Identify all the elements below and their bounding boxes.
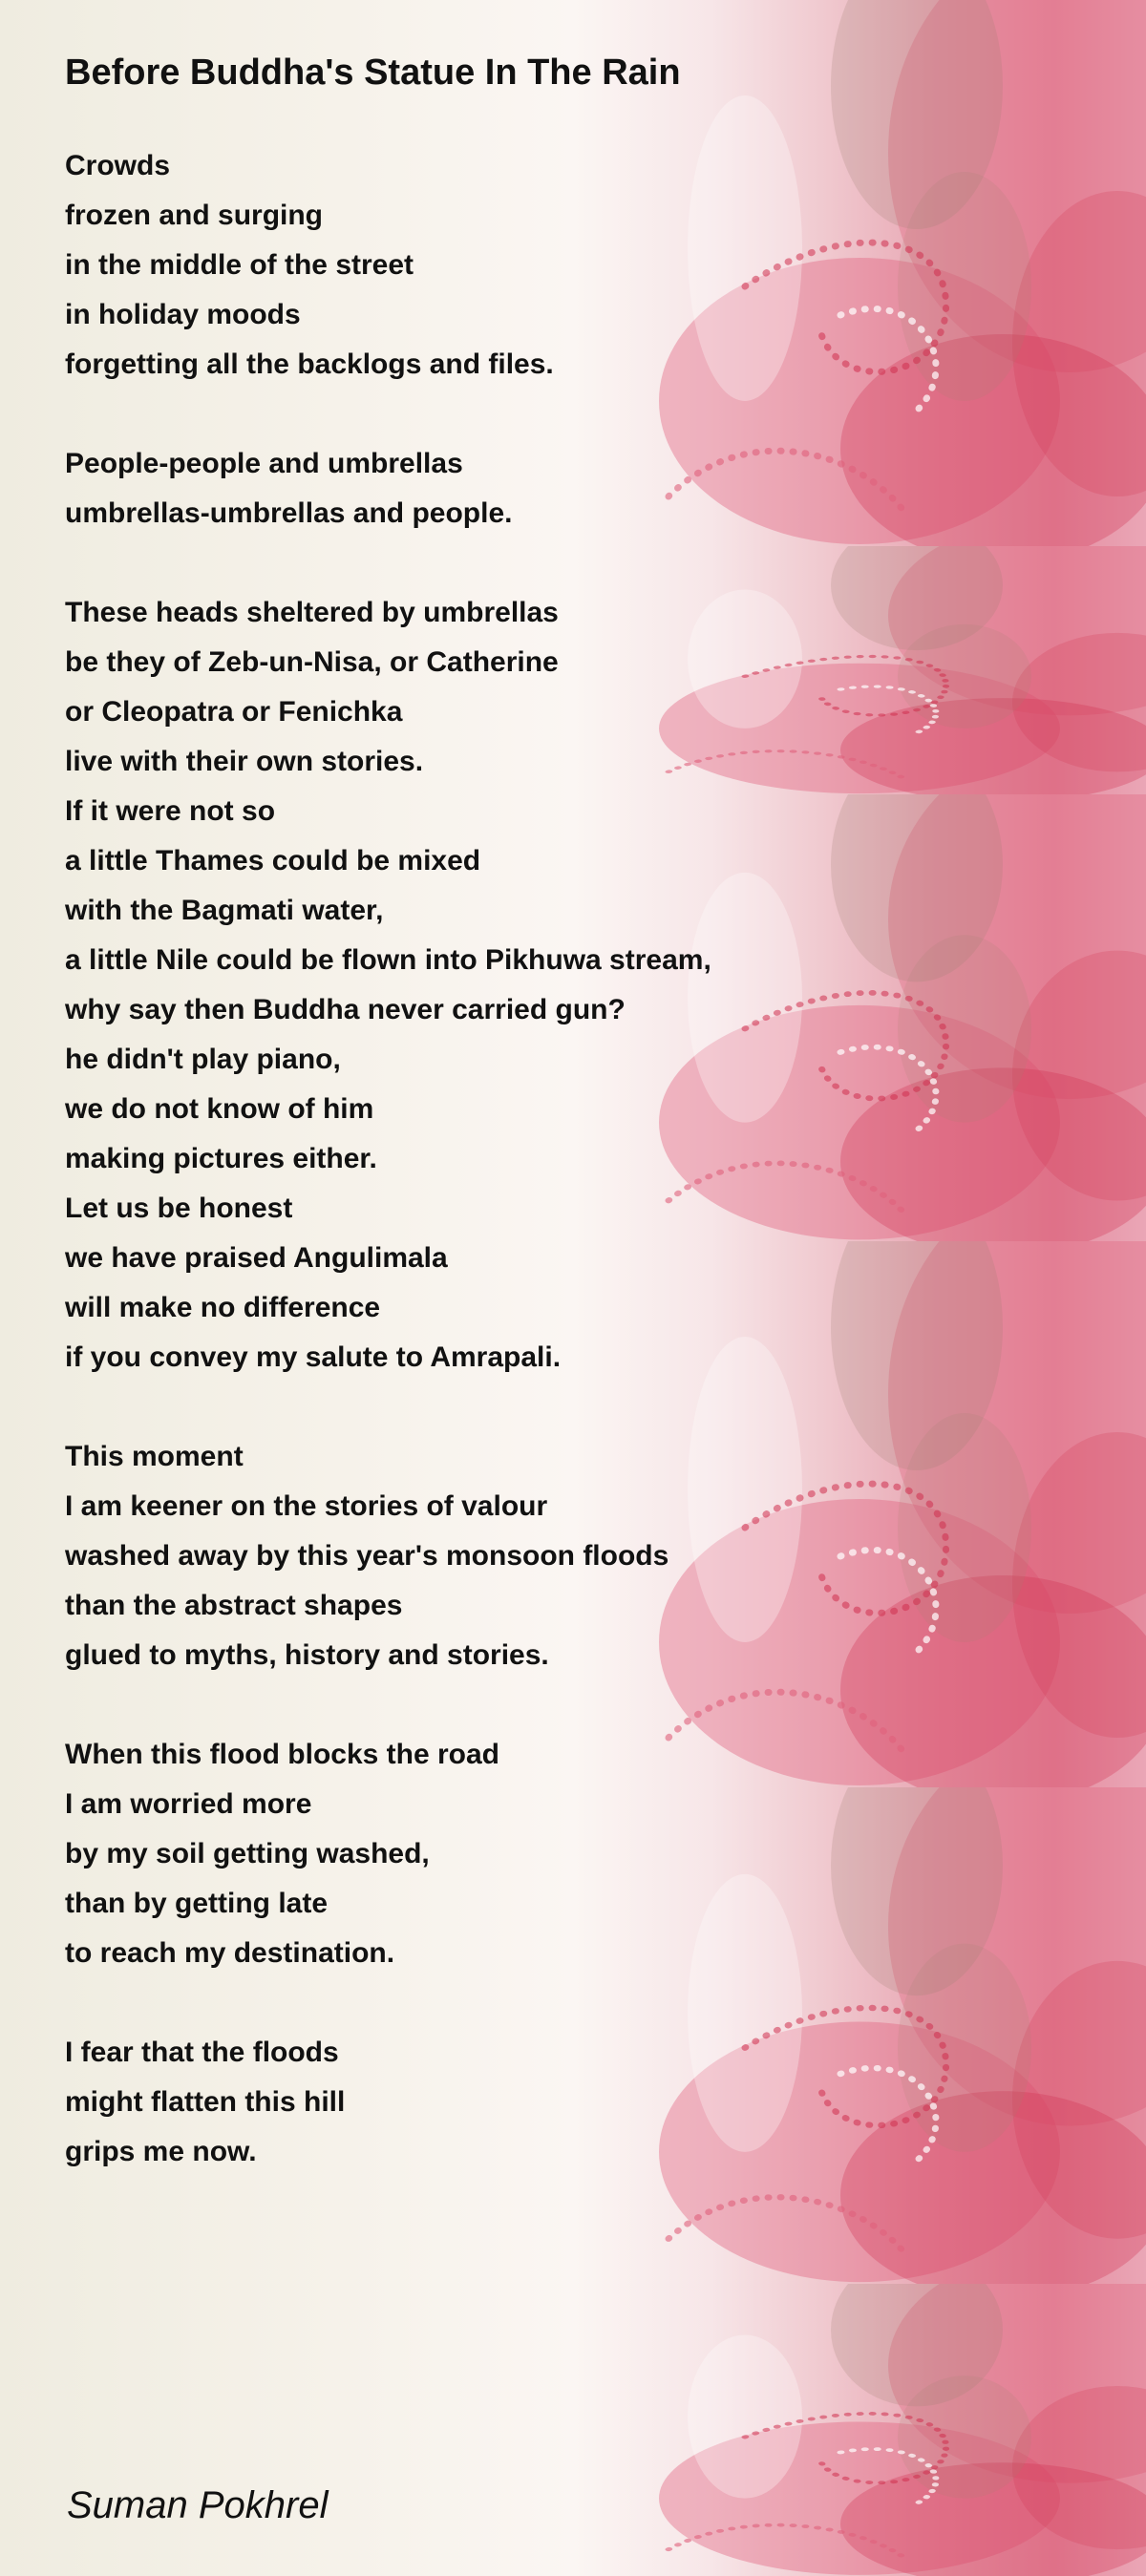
poem-line: Crowds (65, 150, 171, 181)
poem-line: live with their own stories. (65, 746, 424, 777)
poem-line: be they of Zeb-un-Nisa, or Catherine (65, 646, 559, 678)
poem-line: These heads sheltered by umbrellas (65, 597, 559, 628)
stanza-gap (65, 1978, 924, 2028)
stanza-gap (65, 390, 924, 439)
stanza-gap (65, 1383, 924, 1432)
poem-line: washed away by this year's monsoon floods (65, 1540, 669, 1572)
poem-line: why say then Buddha never carried gun? (65, 994, 626, 1025)
poem-line: in the middle of the street (65, 249, 414, 281)
poem-line: a little Thames could be mixed (65, 845, 481, 876)
poem-line: making pictures either. (65, 1143, 377, 1174)
poem-line: than by getting late (65, 1888, 329, 1919)
poem-line: we do not know of him (65, 1093, 374, 1125)
poem-line: a little Nile could be flown into Pikhuwa stream, (65, 944, 711, 976)
poem-line: to reach my destination. (65, 1937, 395, 1969)
poem-line: I fear that the floods (65, 2037, 339, 2068)
poem-line: might flatten this hill (65, 2086, 346, 2118)
poem-line: than the abstract shapes (65, 1590, 403, 1621)
poem-line: glued to myths, history and stories. (65, 1639, 549, 1671)
poem-line: Let us be honest (65, 1193, 293, 1224)
poem-line: in holiday moods (65, 299, 301, 330)
poem-line: he didn't play piano, (65, 1044, 341, 1075)
poem-line: or Cleopatra or Fenichka (65, 696, 403, 728)
poem-line: we have praised Angulimala (65, 1242, 448, 1274)
poem-line: will make no difference (65, 1292, 381, 1323)
poem-line: This moment (65, 1441, 244, 1472)
poem-line: People-people and umbrellas (65, 448, 463, 479)
stanza-gap (65, 1680, 924, 1730)
poem-line: I am worried more (65, 1788, 312, 1820)
poem-author: Suman Pokhrel (67, 2484, 329, 2526)
poem-line: When this flood blocks the road (65, 1739, 500, 1770)
poem-line: if you convey my salute to Amrapali. (65, 1341, 562, 1373)
poem-line: grips me now. (65, 2136, 257, 2167)
poem-line: forgetting all the backlogs and files. (65, 348, 554, 380)
poem-body (65, 141, 924, 2177)
stanza-gap (65, 538, 924, 588)
poem-line: I am keener on the stories of valour (65, 1490, 548, 1522)
poem-line: umbrellas-umbrellas and people. (65, 497, 513, 529)
poem-line: by my soil getting washed, (65, 1838, 430, 1869)
poem-line: If it were not so (65, 795, 276, 827)
poem-title: Before Buddha's Statue In The Rain (65, 53, 681, 93)
poem-line: with the Bagmati water, (65, 895, 384, 926)
poem-line: frozen and surging (65, 200, 323, 231)
